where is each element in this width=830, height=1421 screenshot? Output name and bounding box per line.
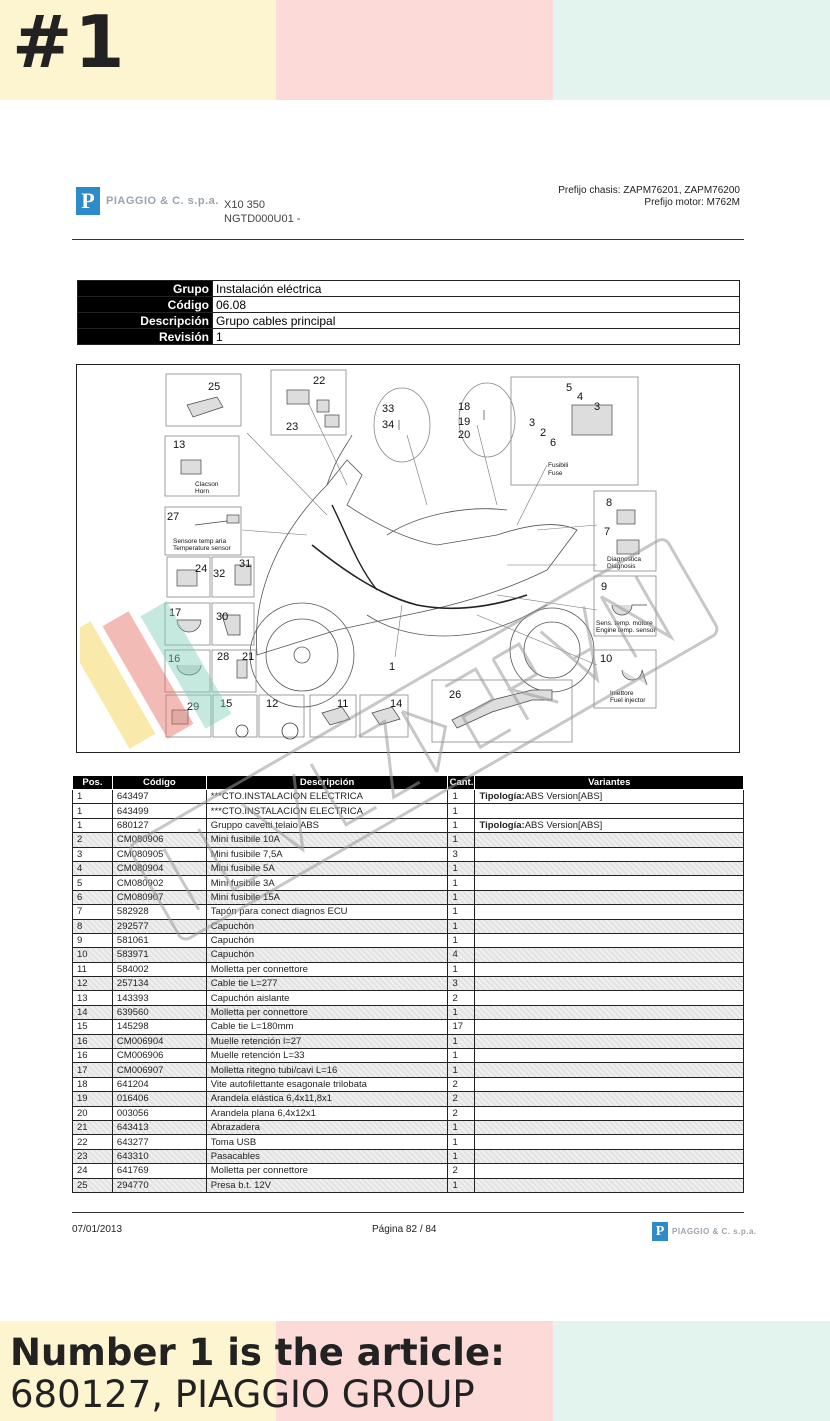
table-row <box>73 861 744 875</box>
svg-text:32: 32 <box>213 568 226 580</box>
table-row <box>73 905 744 919</box>
svg-text:Diagnostica: Diagnostica <box>607 556 641 563</box>
svg-text:17: 17 <box>169 607 182 619</box>
cell-pos: 18 <box>73 1077 113 1091</box>
cell-description: Muelle retención l=27 <box>206 1034 448 1048</box>
cell-qty: 1 <box>448 919 475 933</box>
cell-qty: 4 <box>448 948 475 962</box>
svg-text:33: 33 <box>382 403 395 415</box>
cell-qty: 17 <box>448 1020 475 1034</box>
table-row <box>73 1063 744 1077</box>
cell-qty: 1 <box>448 1005 475 1019</box>
cell-variants <box>475 1092 744 1106</box>
cell-description: Mini fusibile 10A <box>206 833 448 847</box>
cell-description: Gruppo cavetti telaio ABS <box>206 818 448 832</box>
table-row <box>73 833 744 847</box>
svg-text:22: 22 <box>313 375 326 387</box>
cell-code: CM080906 <box>112 833 206 847</box>
cell-variants <box>475 1020 744 1034</box>
footer-date: 07/01/2013 <box>72 1224 123 1235</box>
cell-pos: 16 <box>73 1049 113 1063</box>
svg-text:Fuse: Fuse <box>548 470 563 477</box>
cell-code: CM006907 <box>112 1063 206 1077</box>
cell-variants <box>475 1005 744 1019</box>
cell-variants <box>475 804 744 818</box>
col-header-code: Código <box>112 776 206 790</box>
cell-description: Arandela elástica 6,4x11,8x1 <box>206 1092 448 1106</box>
table-row <box>73 804 744 818</box>
table-row <box>73 1106 744 1120</box>
cell-description: Mini fusibile 3A <box>206 876 448 890</box>
cell-description: Capuchón <box>206 919 448 933</box>
cell-description: Molletta per connettore <box>206 1005 448 1019</box>
table-row <box>73 919 744 933</box>
cell-description: Tapón para conect diagnos ECU <box>206 905 448 919</box>
cell-variants <box>475 890 744 904</box>
cell-qty: 1 <box>448 1034 475 1048</box>
svg-text:7: 7 <box>604 526 611 538</box>
svg-text:30: 30 <box>216 611 229 623</box>
cell-description: Arandela plana 6,4x12x1 <box>206 1106 448 1120</box>
cell-code: 143393 <box>112 991 206 1005</box>
cell-description: Presa b.t. 12V <box>206 1178 448 1192</box>
cell-description: Capuchón aislante <box>206 991 448 1005</box>
cell-variants <box>475 919 744 933</box>
svg-text:28: 28 <box>217 651 230 663</box>
cell-variants <box>475 1164 744 1178</box>
cell-qty: 1 <box>448 962 475 976</box>
cell-variants <box>475 790 744 804</box>
table-row <box>73 1020 744 1034</box>
prefix-info <box>558 185 740 209</box>
cell-qty: 3 <box>448 977 475 991</box>
cell-pos: 8 <box>73 919 113 933</box>
table-row <box>73 991 744 1005</box>
footer-brand-name: PIAGGIO & C. s.p.a. <box>672 1227 757 1236</box>
logo-mark-icon: P <box>652 1222 668 1241</box>
cell-code: CM080904 <box>112 861 206 875</box>
svg-text:Fusibili: Fusibili <box>548 462 569 469</box>
chassis-prefix: Prefijo chasis: ZAPM76201, ZAPM76200 <box>558 185 740 196</box>
cell-pos: 5 <box>73 876 113 890</box>
cell-variants <box>475 1149 744 1163</box>
svg-text:19: 19 <box>458 416 471 428</box>
horn-label-en: Horn <box>195 488 210 495</box>
cell-pos: 21 <box>73 1120 113 1134</box>
cell-code: 016406 <box>112 1092 206 1106</box>
cell-pos: 1 <box>73 790 113 804</box>
cell-pos: 9 <box>73 933 113 947</box>
cell-code: CM006906 <box>112 1049 206 1063</box>
cell-qty: 2 <box>448 1077 475 1091</box>
cell-code: 584002 <box>112 962 206 976</box>
footer-logo <box>652 1222 757 1241</box>
model-code: NGTD000U01 - <box>224 213 301 225</box>
info-key: Revisión <box>78 329 213 345</box>
cell-pos: 1 <box>73 804 113 818</box>
info-value: 1 <box>213 329 740 345</box>
table-row <box>73 1164 744 1178</box>
svg-text:1: 1 <box>389 661 396 673</box>
table-row <box>73 1077 744 1091</box>
cell-code: 292577 <box>112 919 206 933</box>
cell-variants <box>475 1077 744 1091</box>
cell-pos: 7 <box>73 905 113 919</box>
table-row <box>73 1149 744 1163</box>
cell-qty: 2 <box>448 1106 475 1120</box>
cell-qty: 1 <box>448 1120 475 1134</box>
cell-code: 583971 <box>112 948 206 962</box>
svg-text:25: 25 <box>208 381 221 393</box>
info-value: Instalación eléctrica <box>213 281 740 297</box>
svg-text:11: 11 <box>337 698 349 710</box>
svg-text:23: 23 <box>286 421 299 433</box>
svg-text:27: 27 <box>167 511 180 523</box>
cell-pos: 22 <box>73 1135 113 1149</box>
svg-text:Iniettore: Iniettore <box>610 690 634 697</box>
cell-pos: 10 <box>73 948 113 962</box>
caption-line-1: Number 1 is the article: <box>10 1331 505 1374</box>
cell-code: 643499 <box>112 804 206 818</box>
cell-code: CM080907 <box>112 890 206 904</box>
cell-description: Pasacables <box>206 1149 448 1163</box>
table-row <box>73 1178 744 1192</box>
svg-text:Diagnosis: Diagnosis <box>607 563 636 570</box>
cell-code: 641204 <box>112 1077 206 1091</box>
brand-name: PIAGGIO & C. s.p.a. <box>106 195 219 207</box>
table-row <box>73 1005 744 1019</box>
cell-qty: 1 <box>448 833 475 847</box>
svg-text:Temperature sensor: Temperature sensor <box>173 545 231 552</box>
cell-description: ***CTO.INSTALACION ELECTRICA <box>206 790 448 804</box>
cell-pos: 13 <box>73 991 113 1005</box>
cell-variants <box>475 1063 744 1077</box>
piaggio-logo <box>76 187 219 215</box>
cell-pos: 2 <box>73 833 113 847</box>
cell-description: Mini fusibile 5A <box>206 861 448 875</box>
svg-text:Sensore temp aria: Sensore temp aria <box>173 538 227 545</box>
cell-code: 257134 <box>112 977 206 991</box>
cell-pos: 25 <box>73 1178 113 1192</box>
table-row <box>73 933 744 947</box>
cell-qty: 3 <box>448 847 475 861</box>
col-header-description: Descripción <box>206 776 448 790</box>
model-name: X10 350 <box>224 199 265 211</box>
cell-description: Abrazadera <box>206 1120 448 1134</box>
svg-text:20: 20 <box>458 429 471 441</box>
caption-line-2: 680127, PIAGGIO GROUP <box>10 1373 475 1416</box>
cell-pos: 6 <box>73 890 113 904</box>
model-info <box>224 198 300 226</box>
cell-pos: 11 <box>73 962 113 976</box>
col-header-pos: Pos. <box>73 776 113 790</box>
cell-qty: 1 <box>448 1063 475 1077</box>
cell-variants <box>475 1120 744 1134</box>
cell-variants <box>475 991 744 1005</box>
cell-qty: 2 <box>448 1164 475 1178</box>
cell-qty: 1 <box>448 804 475 818</box>
svg-text:Sens. temp. motore: Sens. temp. motore <box>596 620 653 627</box>
cell-variants <box>475 1034 744 1048</box>
logo-mark-icon: P <box>76 187 100 215</box>
cell-variants <box>475 833 744 847</box>
cell-code: 643277 <box>112 1135 206 1149</box>
cell-qty: 1 <box>448 1049 475 1063</box>
svg-text:12: 12 <box>266 698 279 710</box>
parts-table <box>72 775 744 1193</box>
cell-pos: 24 <box>73 1164 113 1178</box>
cell-variants <box>475 933 744 947</box>
cell-code: 680127 <box>112 818 206 832</box>
cell-variants <box>475 818 744 832</box>
header-divider <box>72 239 744 240</box>
svg-text:14: 14 <box>390 698 403 710</box>
table-row <box>73 1120 744 1134</box>
svg-text:15: 15 <box>220 698 233 710</box>
svg-text:21: 21 <box>242 651 255 663</box>
cell-pos: 15 <box>73 1020 113 1034</box>
rank-label: #1 <box>12 0 127 84</box>
col-header-variants: Variantes <box>475 776 744 790</box>
horn-label-it: Clacson <box>195 481 219 488</box>
cell-qty: 1 <box>448 818 475 832</box>
cell-qty: 2 <box>448 1092 475 1106</box>
cell-description: Molletta per connettore <box>206 1164 448 1178</box>
cell-description: Capuchón <box>206 933 448 947</box>
cell-code: 003056 <box>112 1106 206 1120</box>
svg-text:3: 3 <box>529 417 536 429</box>
cell-description: Mini fusibile 15A <box>206 890 448 904</box>
cell-code: 641769 <box>112 1164 206 1178</box>
table-row <box>73 1135 744 1149</box>
cell-pos: 12 <box>73 977 113 991</box>
info-key: Descripción <box>78 313 213 329</box>
cell-variants <box>475 1178 744 1192</box>
info-key: Código <box>78 297 213 313</box>
cell-description: Muelle retención L=33 <box>206 1049 448 1063</box>
svg-text:29: 29 <box>187 701 200 713</box>
cell-pos: 23 <box>73 1149 113 1163</box>
cell-code: CM080902 <box>112 876 206 890</box>
svg-text:Fuel injector: Fuel injector <box>610 697 646 704</box>
cell-pos: 3 <box>73 847 113 861</box>
svg-text:34: 34 <box>382 419 395 431</box>
cell-pos: 1 <box>73 818 113 832</box>
svg-text:2: 2 <box>540 427 547 439</box>
cell-pos: 16 <box>73 1034 113 1048</box>
svg-text:24: 24 <box>195 563 208 575</box>
cell-pos: 14 <box>73 1005 113 1019</box>
cell-pos: 19 <box>73 1092 113 1106</box>
exploded-parts-diagram <box>76 364 740 753</box>
cell-code: 643497 <box>112 790 206 804</box>
info-value: 06.08 <box>213 297 740 313</box>
cell-pos: 4 <box>73 861 113 875</box>
table-row <box>73 1049 744 1063</box>
table-row <box>73 1034 744 1048</box>
table-row <box>73 890 744 904</box>
footer-page-number: Página 82 / 84 <box>372 1224 437 1235</box>
table-row <box>73 977 744 991</box>
cell-qty: 2 <box>448 991 475 1005</box>
variant-value: ABS Version[ABS] <box>524 791 603 803</box>
cell-code: 294770 <box>112 1178 206 1192</box>
cell-variants <box>475 1049 744 1063</box>
cell-description: Toma USB <box>206 1135 448 1149</box>
cell-variants <box>475 1135 744 1149</box>
parts-header-row <box>73 776 744 790</box>
variant-key: Tipología: <box>479 819 525 831</box>
table-row <box>73 1092 744 1106</box>
svg-text:31: 31 <box>239 558 252 570</box>
cell-variants <box>475 962 744 976</box>
svg-text:13: 13 <box>173 439 186 451</box>
table-row <box>73 962 744 976</box>
cell-code: CM006904 <box>112 1034 206 1048</box>
cell-qty: 1 <box>448 1135 475 1149</box>
table-row <box>73 790 744 804</box>
cell-code: 639560 <box>112 1005 206 1019</box>
variant-value: ABS Version[ABS] <box>524 819 603 831</box>
cell-code: 145298 <box>112 1020 206 1034</box>
variant-key: Tipología: <box>479 791 525 803</box>
cell-qty: 1 <box>448 1149 475 1163</box>
svg-text:18: 18 <box>458 401 471 413</box>
cell-description: Vite autofilettante esagonale trilobata <box>206 1077 448 1091</box>
cell-variants <box>475 905 744 919</box>
info-key: Grupo <box>78 281 213 297</box>
cell-variants <box>475 876 744 890</box>
cell-description: Molletta ritegno tubi/cavi L=16 <box>206 1063 448 1077</box>
svg-text:3: 3 <box>594 401 601 413</box>
cell-variants <box>475 1106 744 1120</box>
cell-qty: 1 <box>448 905 475 919</box>
svg-text:26: 26 <box>449 689 462 701</box>
info-value: Grupo cables principal <box>213 313 740 329</box>
scooter-illustration <box>250 435 594 707</box>
engine-prefix: Prefijo motor: M762M <box>644 197 740 208</box>
cell-qty: 1 <box>448 1178 475 1192</box>
cell-code: 581061 <box>112 933 206 947</box>
svg-text:9: 9 <box>601 581 608 593</box>
table-row <box>73 818 744 832</box>
cell-code: 643310 <box>112 1149 206 1163</box>
group-info-table <box>77 280 740 345</box>
svg-text:4: 4 <box>577 391 584 403</box>
cell-description: Cable tie L=180mm <box>206 1020 448 1034</box>
cell-description: Cable tie L=277 <box>206 977 448 991</box>
table-row <box>73 876 744 890</box>
cell-description: Mini fusibile 7,5A <box>206 847 448 861</box>
cell-variants <box>475 861 744 875</box>
cell-description: Molletta per connettore <box>206 962 448 976</box>
cell-qty: 1 <box>448 876 475 890</box>
cell-pos: 17 <box>73 1063 113 1077</box>
cell-code: CM080905 <box>112 847 206 861</box>
svg-text:5: 5 <box>566 382 573 394</box>
cell-description: Capuchón <box>206 948 448 962</box>
footer-divider <box>72 1212 744 1213</box>
table-row <box>73 948 744 962</box>
cell-qty: 1 <box>448 861 475 875</box>
cell-variants <box>475 977 744 991</box>
cell-qty: 1 <box>448 933 475 947</box>
col-header-qty: Cant. <box>449 777 474 788</box>
svg-text:8: 8 <box>606 497 613 509</box>
cell-code: 582928 <box>112 905 206 919</box>
svg-text:6: 6 <box>550 437 557 449</box>
cell-qty: 1 <box>448 890 475 904</box>
svg-text:16: 16 <box>168 653 181 665</box>
cell-pos: 20 <box>73 1106 113 1120</box>
cell-description: ***CTO.INSTALACION ELECTRICA <box>206 804 448 818</box>
table-row <box>73 847 744 861</box>
cell-variants <box>475 948 744 962</box>
cell-qty: 1 <box>448 790 475 804</box>
cell-code: 643413 <box>112 1120 206 1134</box>
cell-variants <box>475 847 744 861</box>
svg-text:10: 10 <box>600 653 613 665</box>
svg-text:Engine temp. sensor: Engine temp. sensor <box>596 627 656 634</box>
